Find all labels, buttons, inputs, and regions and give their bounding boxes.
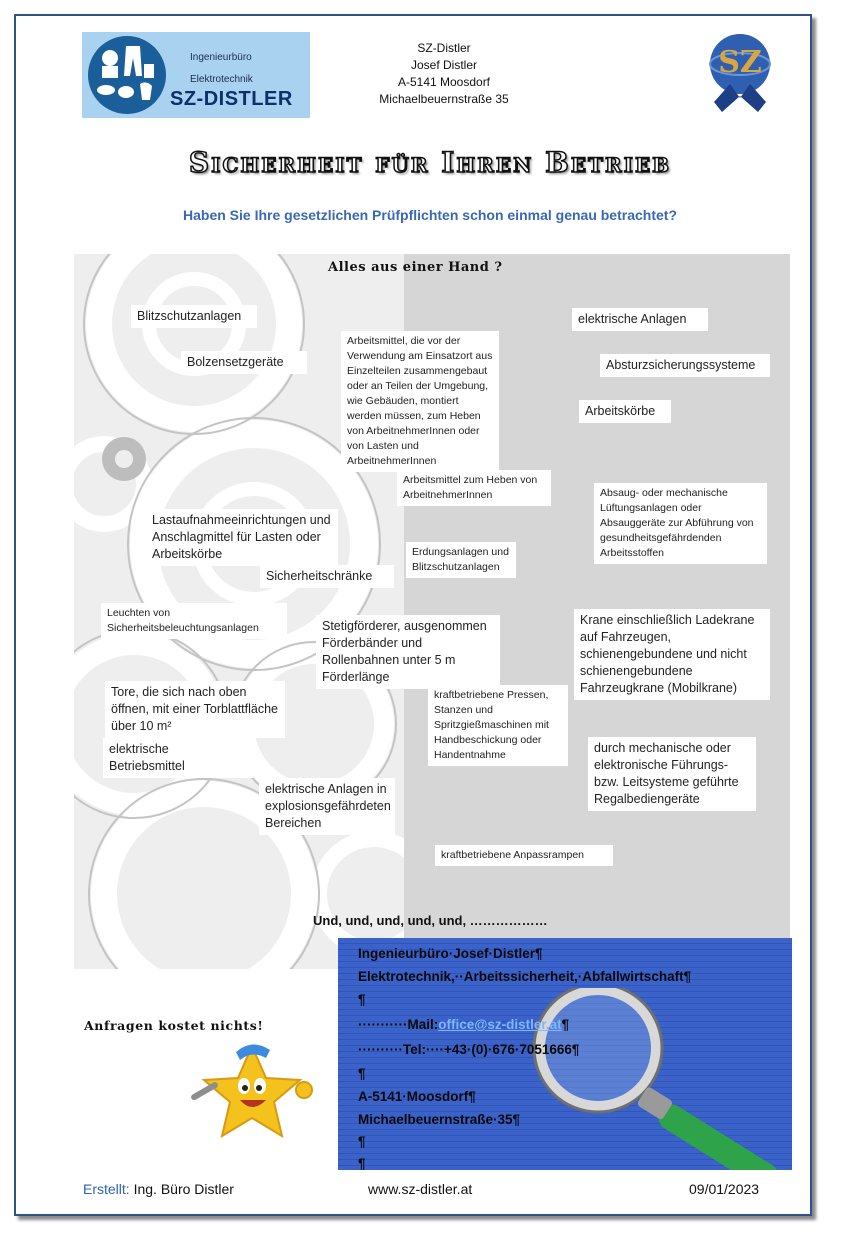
address-city: A-5141 Moosdorf	[397, 75, 491, 89]
footer-created	[83, 1181, 234, 1197]
item-blitzschutzanlagen: Blitzschutzanlagen	[131, 305, 257, 328]
contact-mail	[358, 1017, 569, 1032]
contact-phone: ··········Tel:····+43·(0)·676·7051666¶	[358, 1042, 580, 1057]
anfragen-text: Anfragen kostet nichts!	[84, 1018, 264, 1033]
contact-street: Michaelbeuernstraße·35¶	[358, 1112, 521, 1127]
item-arbeitsmittel-heben: Arbeitsmittel zum Heben von ArbeitnehmerInnen	[397, 470, 551, 506]
contact-blank-4: ¶	[358, 1156, 366, 1170]
footer-created-by: Ing. Büro Distler	[133, 1181, 234, 1197]
address-street: Michaelbeuernstraße 35	[379, 92, 509, 106]
sz-emblem-logo	[696, 22, 782, 118]
mail-pilcrow: ¶	[561, 1017, 570, 1032]
logo-line-elektrotechnik: Elektrotechnik	[190, 74, 253, 85]
address-company: SZ-Distler	[417, 41, 471, 55]
svg-text:SZ: SZ	[718, 45, 762, 80]
item-sicherheitsbeleuchtung: Leuchten von Sicherheitsbeleuchtungsanlagen	[101, 603, 287, 639]
item-absaug-lueftungsanlagen: Absaug- oder mechanische Lüftungsanlagen oder Absauggeräte zur Abführung von gesundheitsgefährdenden Arbeitsstoffen	[594, 483, 767, 564]
item-lastaufnahmeeinrichtungen: Lastaufnahmeeinrichtungen und Anschlagmittel für Lasten oder Arbeitskörbe	[146, 509, 338, 566]
services-panel	[74, 254, 790, 969]
contact-box	[338, 938, 792, 1170]
item-elektrische-anlagen: elektrische Anlagen	[572, 308, 708, 331]
item-kraftbetriebene-pressen: kraftbetriebene Pressen, Stanzen und Spritzgießmaschinen mit Handbeschickung oder Handentnahme	[428, 685, 568, 766]
address-person: Josef Distler	[410, 58, 478, 72]
company-address	[360, 40, 528, 108]
contact-blank-2: ¶	[358, 1066, 366, 1081]
contact-company: Ingenieurbüro·Josef·Distler¶	[358, 946, 543, 961]
item-erdungsanlagen: Erdungsanlagen und Blitzschutzanlagen	[406, 542, 516, 578]
item-anpassrampen: kraftbetriebene Anpassrampen	[435, 845, 613, 866]
contact-blank-3: ¶	[358, 1134, 366, 1149]
logo-line-ingenieurbuero: Ingenieurbüro	[190, 52, 252, 63]
item-bolzensetzgeraete: Bolzensetzgeräte	[181, 351, 307, 374]
contact-services: Elektrotechnik,··Arbeitssicherheit,·Abfallwirtschaft¶	[358, 969, 692, 984]
item-tore: Tore, die sich nach oben öffnen, mit einer Torblattfläche über 10 m²	[105, 681, 285, 738]
item-absturzsicherungssysteme: Absturzsicherungssysteme	[600, 354, 770, 377]
footer-created-label: Erstellt:	[83, 1181, 130, 1197]
item-krane: Krane einschließlich Ladekrane auf Fahrzeugen, schienengebundene und nicht schienengebundene Fahrzeugkrane (Mobilkrane)	[574, 609, 770, 700]
item-elektrische-betriebsmittel: elektrische Betriebsmittel	[103, 738, 253, 778]
safety-equipment-icon	[88, 36, 166, 114]
mail-link[interactable]: office@sz-distler.at	[438, 1017, 562, 1032]
item-stetigfoerderer: Stetigförderer, ausgenommen Förderbänder und Rollenbahnen unter 5 m Förderlänge	[316, 615, 500, 689]
contact-city: A-5141·Moosdorf¶	[358, 1089, 476, 1104]
magnifier-icon	[498, 988, 792, 1170]
footer-website[interactable]: www.sz-distler.at	[368, 1181, 473, 1197]
mail-label: ···········Mail:	[358, 1017, 439, 1032]
contact-blank-1: ¶	[358, 992, 366, 1007]
company-logo	[82, 32, 310, 118]
item-sicherheitschraenke: Sicherheitschränke	[260, 565, 394, 588]
logo-company-name: SZ-DISTLER	[170, 88, 293, 110]
section-heading: Alles aus einer Hand ?	[328, 260, 503, 275]
star-mascot-icon	[186, 1038, 322, 1150]
und-und-text: Und, und, und, und, und, ………………	[313, 913, 548, 928]
page-title: Sicherheit für Ihren Betrieb	[188, 146, 672, 179]
item-explosionsgefaehrdete-bereiche: elektrische Anlagen in explosionsgefährdeten Bereichen	[259, 778, 395, 835]
item-regalbediengeraete: durch mechanische oder elektronische Führungs- bzw. Leitsysteme geführte Regalbediengeräte	[588, 737, 756, 811]
footer-date: 09/01/2023	[689, 1181, 760, 1197]
item-arbeitsmittel-zusammengebaut: Arbeitsmittel, die vor der Verwendung am Einsatzort aus Einzelteilen zusammengebaut oder an Teilen der Umgebung, wie Gebäuden, montiert werden müssen, zum Heben von ArbeitnehmerInnen oder von Lasten und ArbeitnehmerInnen	[341, 331, 499, 472]
item-arbeitskoerbe: Arbeitskörbe	[579, 400, 671, 423]
page-subtitle: Haben Sie Ihre gesetzlichen Prüfpflichten schon einmal genau betrachtet?	[183, 207, 677, 223]
